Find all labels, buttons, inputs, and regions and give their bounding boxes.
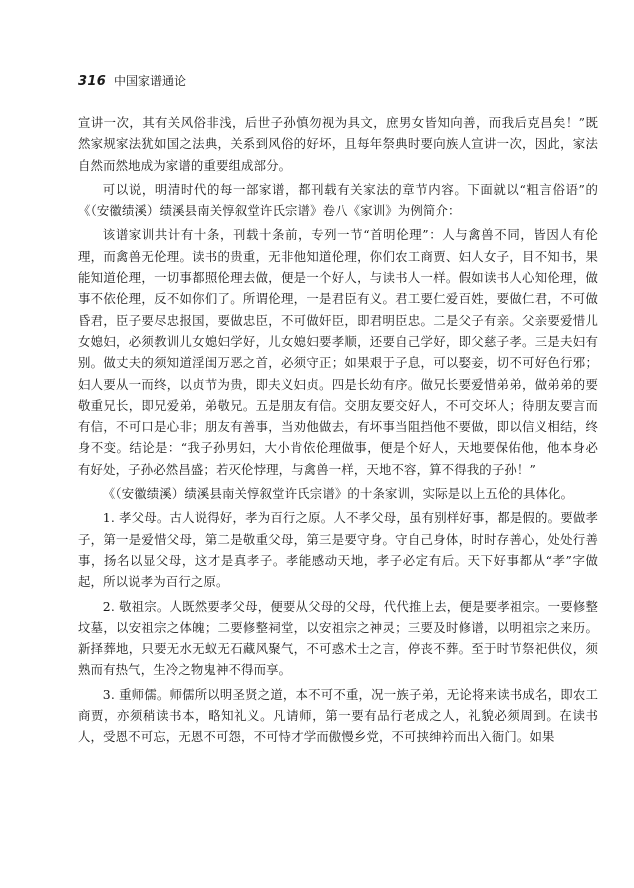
paragraph-rule-1: 1. 孝父母。古人说得好，孝为百行之原。人不孝父母，虽有别样好事，都是假的。要做孝子，第一是爱惜父母，第二是敬重父母，第三是要守身。守自己身体，时时存善心，处处行善事，扬名以显父母，这才是真孝子。孝能感动天地，孝子必定有后。天下好事都从“孝”字做起，所以说孝为百行之原。: [78, 510, 598, 590]
paragraph-rule-2: 2. 敬祖宗。人既然要孝父母，便要从父母的父母，代代推上去，便是要孝祖宗。一要修整坟墓，以安祖宗之体魄；二要修整祠堂，以安祖宗之神灵；三要及时修谱，以明祖宗之来历。新择葬地，只要无水无蚁无石藏风聚气，不可惑术士之言，停丧不葬。至于时节祭祀供仪，须熟而有热气，生冷之物鬼神不得而享。: [78, 598, 598, 678]
paragraph-intro: 可以说，明清时代的每一部家谱，都刊载有关家法的章节内容。下面就以“粗言俗语”的《（安徽绩溪）绩溪县南关惇叙堂许氏宗谱》卷八《家训》为例简介：: [78, 181, 598, 219]
page-number: 316: [78, 74, 107, 89]
paragraph-rule-3: 3. 重师儒。师儒所以明圣贤之道，本不可不重，况一族子弟，无论将来读书成名，即农工商贾，亦须稍读书本，略知礼义。凡请师，第一要有品行老成之人，礼貌必须周到。在读书人，受恩不可忘，无恩不可怨，不可恃才学而傲慢乡党，不可挟绅衿而出入衙门。如果: [78, 686, 598, 745]
paragraph-summary: 《（安徽绩溪）绩溪县南关惇叙堂许氏宗谱》的十条家训，实际是以上五伦的具体化。: [102, 486, 574, 502]
running-header: [78, 72, 186, 90]
body-text: [78, 112, 598, 748]
book-title: 中国家谱通论: [114, 74, 187, 88]
paragraph-ethics: 该谱家训共计有十条，刊载十条前，专列一节“首明伦理”：人与禽兽不同，皆因人有伦理，而禽兽无伦理。读书的贵重，无非他知道伦理，你们农工商贾、妇人女子，目不知书，果能知道伦理，一切事都照伦理去做，便是一个好人，与读书人一样。假如读书人心知伦理，做事不依伦理，反不如你们了。所谓伦理，一是君臣有义。君工要仁爱百姓，要做仁君，不可做昏君，臣子要尽忠报国，要做忠臣，不可做奸臣，即君明臣忠。二是父子有亲。父亲要爱惜儿女媳妇，必须教训儿女媳妇学好，儿女媳妇要孝顺，还要自己学好，即父慈子孝。三是夫妇有别。做丈夫的须知道淫闺万恶之首，必须守正；如果艰于子息，可以娶妾，切不可好色行邪；妇人要从一而终，以贞节为贵，即夫义妇贞。四是长幼有序。做兄长要爱惜弟弟，做弟弟的要敬重兄长，即兄爱弟，弟敬兄。五是朋友有信。交朋友要交好人，不可交坏人；待朋友要言而有信，不可口是心非；朋友有善事，当劝他做去，有坏事当阻挡他不要做，即以信义相结，终身不变。结论是：“我子孙男妇，大小肯依伦理做事，便是个好人，天地要保佑他，他本身必有好处，子孙必然昌盛；若灭伦悖理，与禽兽一样，天地不容，算不得我的子孙！”: [78, 227, 598, 477]
paragraph-continuation: 宣讲一次，其有关风俗非浅，后世子孙慎勿视为具文，庶男女皆知向善，而我后克昌矣！”既然家规家法犹如国之法典，关系到风俗的好坏，且每年祭典时要向族人宣讲一次，因此，家法自然而然地成为家谱的重要组成部分。: [78, 115, 598, 173]
